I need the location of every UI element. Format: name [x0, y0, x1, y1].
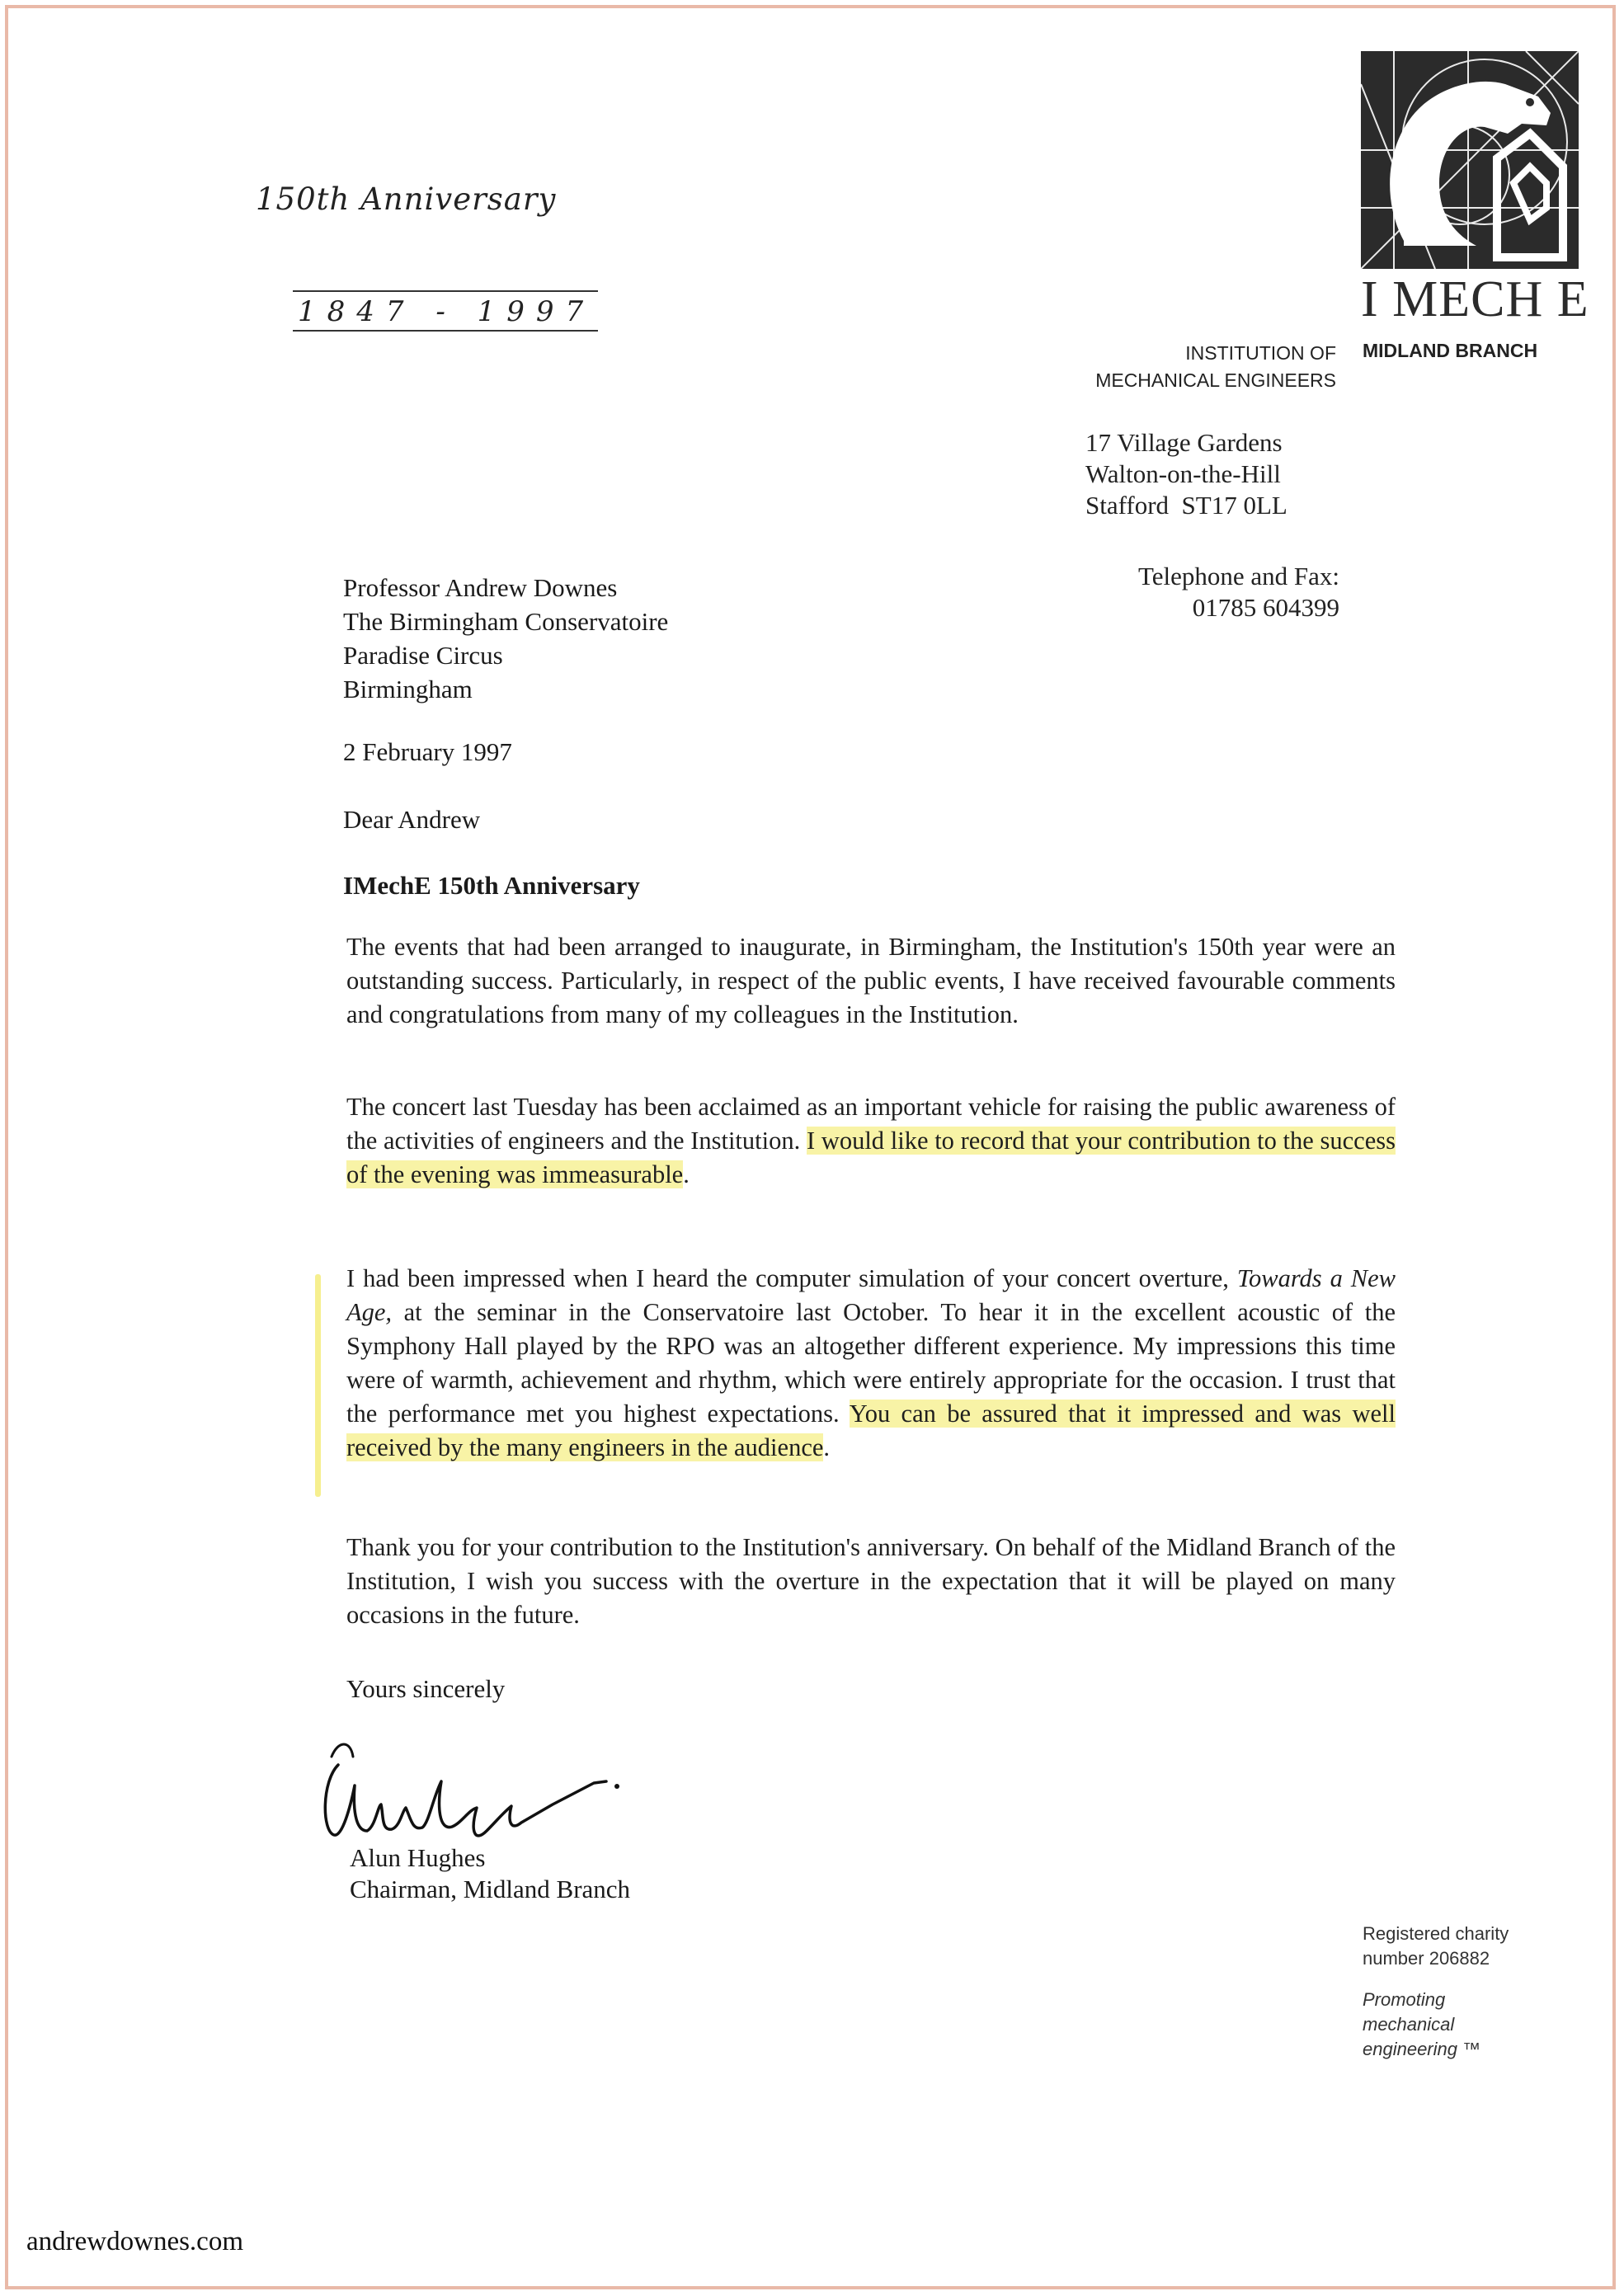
- branch-name: MIDLAND BRANCH: [1363, 340, 1538, 361]
- promo-line: engineering ™: [1363, 2039, 1481, 2059]
- body-paragraph-4: Thank you for your contribution to the Institution's anniversary. On behalf of the Midland Branch of the Institution, I wish you success with the overture in the expectation that it will be played on many occasions in the future.: [346, 1533, 1396, 1629]
- sender-address: [1085, 427, 1287, 521]
- horse-head-logo-icon: [1361, 51, 1579, 269]
- charity-info: [1363, 1922, 1509, 1971]
- website-footer: andrewdownes.com: [26, 2227, 244, 2256]
- recipient-address: [343, 571, 668, 706]
- institution-line-1: INSTITUTION OF: [1185, 342, 1336, 364]
- institution-name: [1064, 340, 1336, 394]
- logo-wordmark: I MECH E: [1361, 271, 1589, 327]
- signatory: [350, 1842, 630, 1905]
- phone-block: [1085, 561, 1339, 623]
- charity-line: Registered charity: [1363, 1923, 1509, 1944]
- subject-line: IMechE 150th Anniversary: [343, 871, 640, 900]
- signatory-name: Alun Hughes: [350, 1843, 486, 1872]
- promo-line: Promoting: [1363, 1989, 1446, 2010]
- phone-label: Telephone and Fax:: [1137, 562, 1339, 590]
- anniversary-years: 1847 - 1997: [293, 290, 598, 332]
- promo-tagline: [1363, 1988, 1480, 2062]
- recipient-line: Paradise Circus: [343, 641, 503, 670]
- body-paragraph-1: The events that had been arranged to inaugurate, in Birmingham, the Institution's 150th year were an outstanding success. Particularly, in respect of the public events, I have received favourable comments and congratulations from many of my colleagues in the Institution.: [346, 933, 1396, 1028]
- letter-date: 2 February 1997: [343, 737, 512, 766]
- anniversary-title: 150th Anniversary: [256, 181, 557, 217]
- address-line: Walton-on-the-Hill: [1085, 459, 1281, 488]
- recipient-line: The Birmingham Conservatoire: [343, 607, 669, 636]
- body-paragraph-2: [346, 1090, 1396, 1192]
- paragraph-text: .: [683, 1160, 690, 1188]
- promo-line: mechanical: [1363, 2014, 1455, 2035]
- signatory-title: Chairman, Midland Branch: [350, 1875, 631, 1903]
- address-line: Stafford ST17 0LL: [1085, 491, 1287, 520]
- margin-highlight-mark: [315, 1274, 321, 1497]
- overture-title: Towards a New Age,: [346, 1264, 1396, 1326]
- paragraph-text: at the seminar in the Conservatoire last October. To hear it in the excellent acoustic of the Symphony Hall played by the RPO was an altogether different experience. My impressions this time were of warmth, achievement and rhythm, which were entirely appropriate for the occasion. I trust that the performance met you highest expectations.: [346, 1298, 1396, 1428]
- address-line: 17 Village Gardens: [1085, 428, 1283, 457]
- phone-number: 01785 604399: [1192, 593, 1339, 622]
- paragraph-text: .: [823, 1433, 831, 1461]
- recipient-line: Birmingham: [343, 675, 473, 703]
- paragraph-text: I had been impressed when I heard the computer simulation of your concert overture,: [346, 1264, 1237, 1292]
- salutation: Dear Andrew: [343, 805, 481, 834]
- handwritten-signature: [305, 1707, 635, 1851]
- highlighted-text: I would like to record that your contribution to the success of the evening was immeasurable: [346, 1127, 1396, 1188]
- highlighted-text: You can be assured that it impressed and was well received by the many engineers in the audience: [346, 1400, 1396, 1461]
- institution-line-2: MECHANICAL ENGINEERS: [1095, 369, 1336, 391]
- body-paragraph-3: [346, 1262, 1396, 1465]
- charity-line: number 206882: [1363, 1948, 1490, 1969]
- recipient-line: Professor Andrew Downes: [343, 573, 618, 602]
- paragraph-text: The concert last Tuesday has been acclaimed as an important vehicle for raising the public awareness of the activities of engineers and the Institution.: [346, 1093, 1396, 1155]
- closing: Yours sincerely: [346, 1674, 506, 1703]
